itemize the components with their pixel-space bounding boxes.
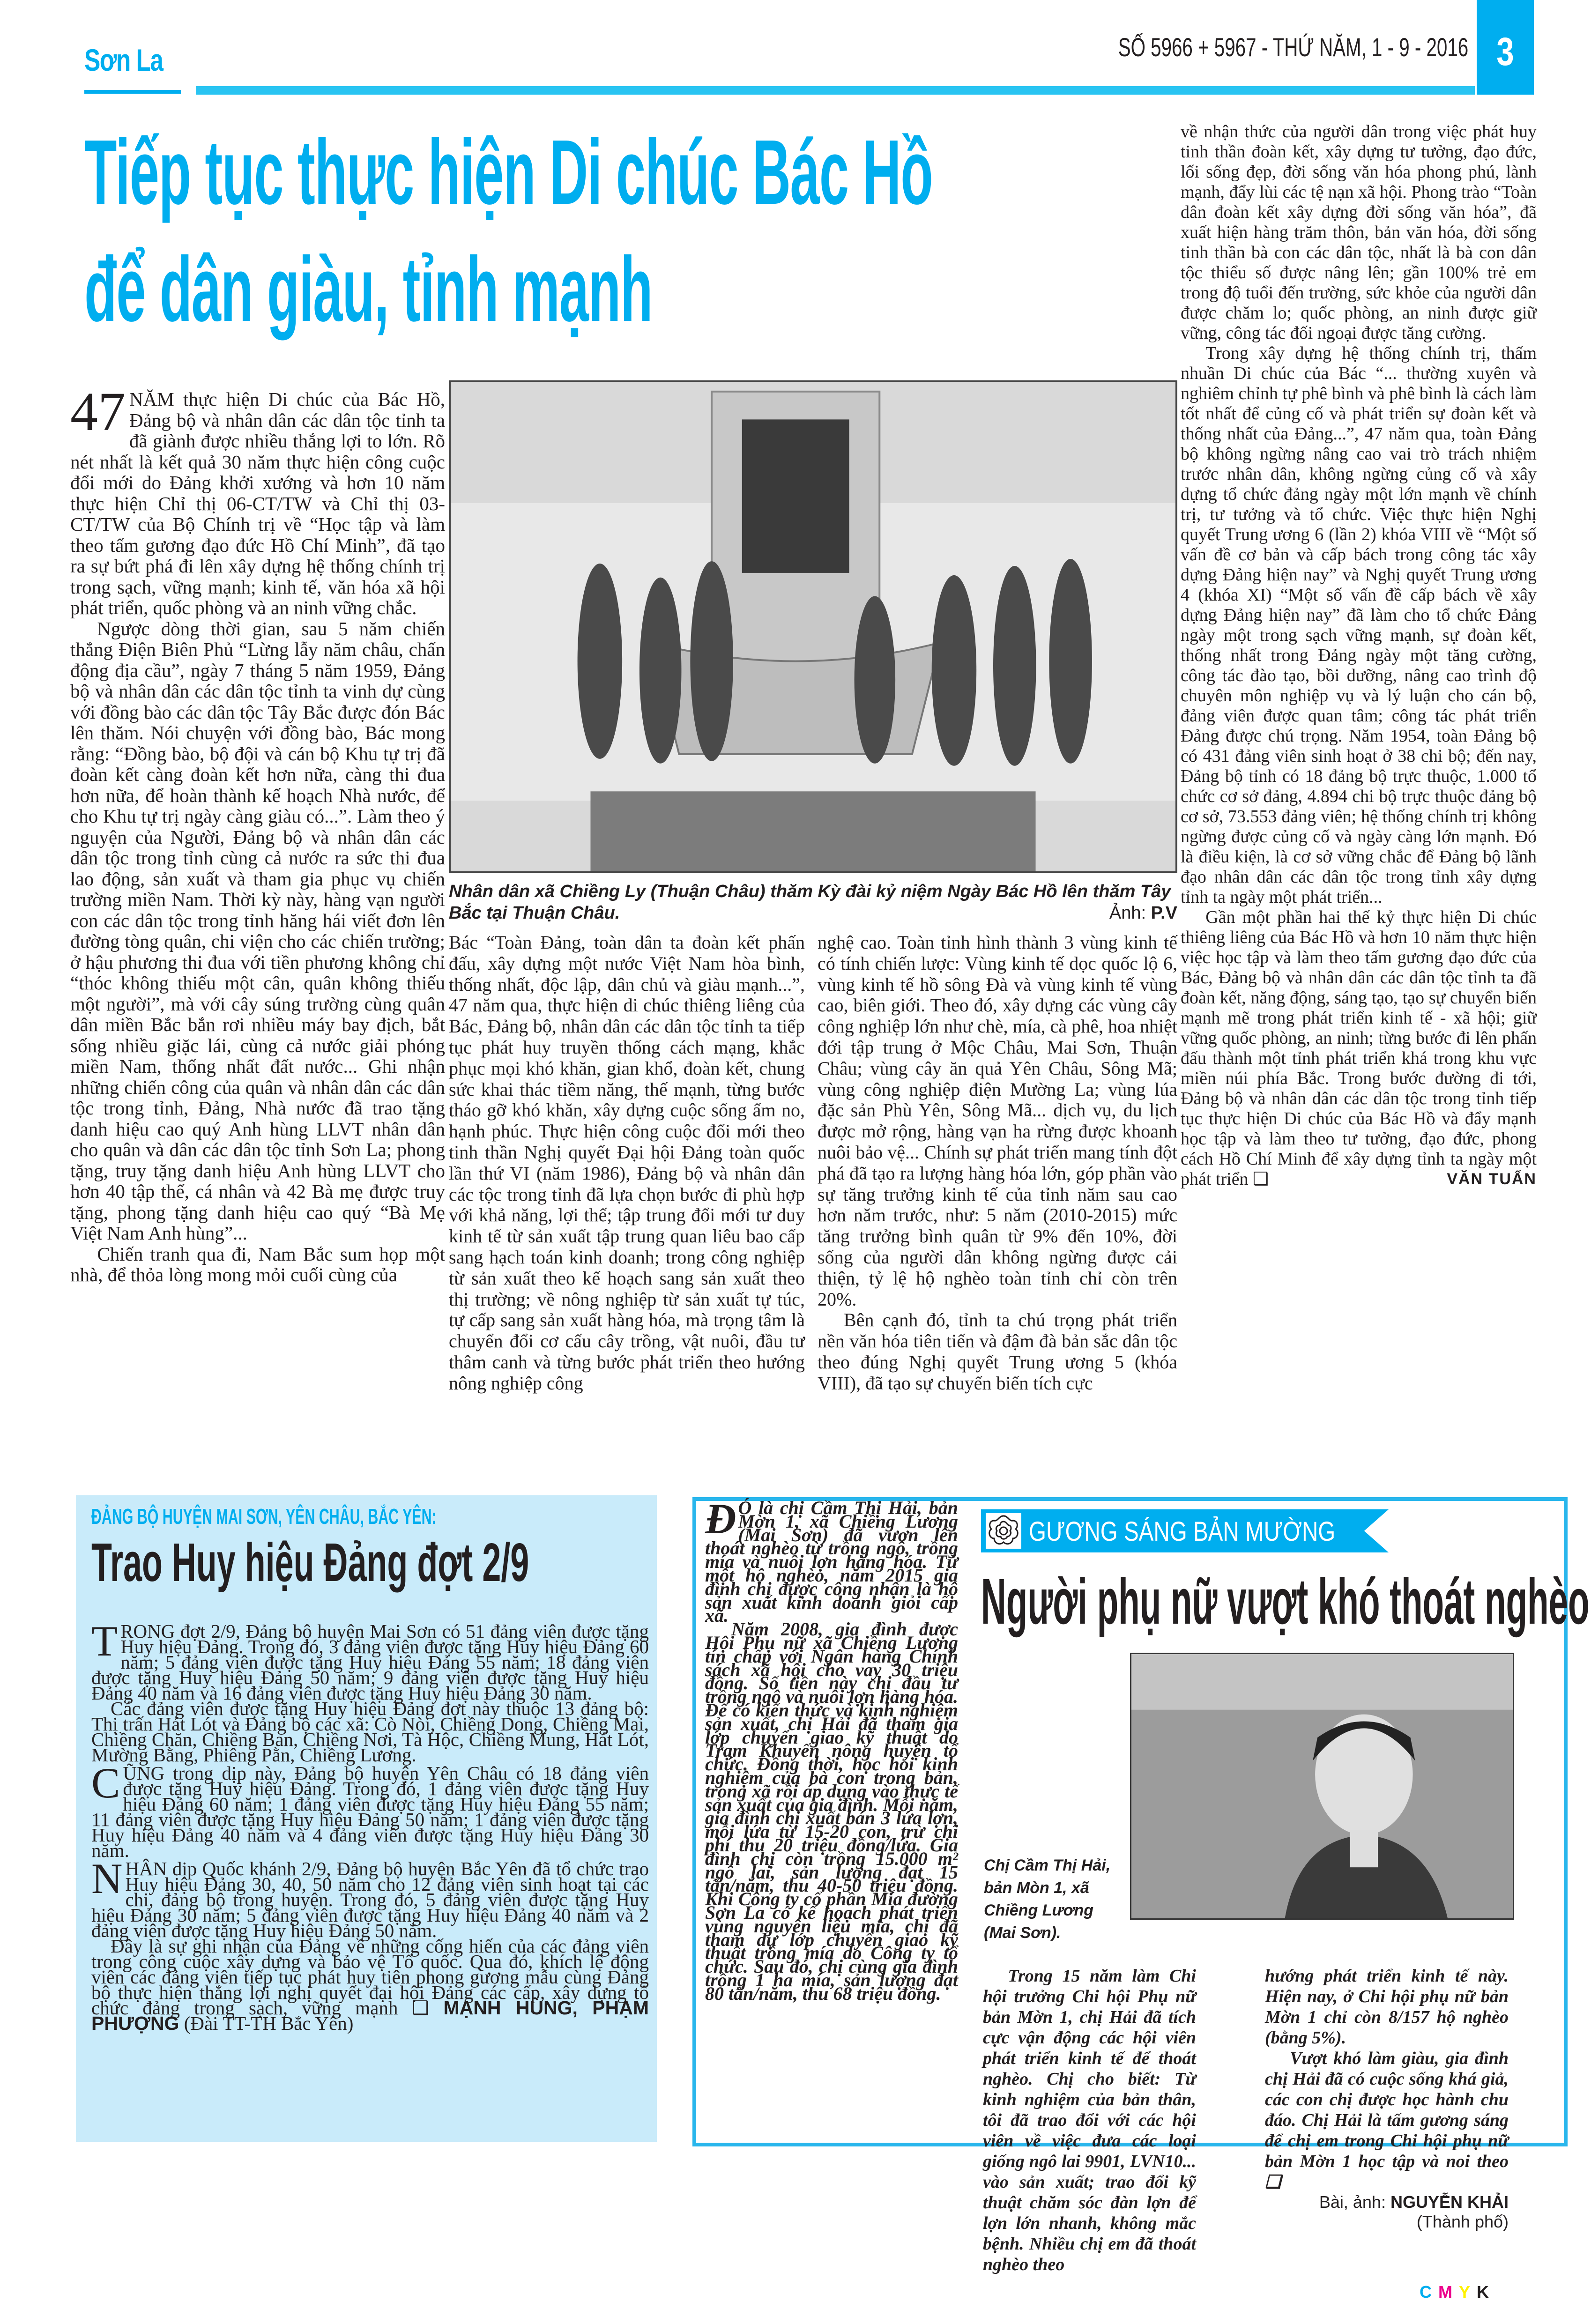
author-byline: Bài, ảnh: NGUYỄN KHẢI (Thành phố) xyxy=(1319,2192,1509,2231)
portrait-photo xyxy=(1130,1653,1514,1920)
drop-cap: T xyxy=(91,1617,118,1665)
main-headline-line-2: để dân giàu, tỉnh mạnh xyxy=(84,238,653,341)
paragraph: Trong 15 năm làm Chi hội trưởng Chi hội Phụ nữ bản Mờn 1, chị Hải đã tích cực vận động các hội viên phát triển kinh tế để thoát nghèo. Chị cho biết: Từ kinh nghiệm của bản thân, tôi đã trao đổi với các hội viên về việc đưa các loại giống ngô lai 9901, LVN10... vào sản xuất; trao đổi kỹ thuật chăm sóc đàn lợn để lợn lớn nhanh, không mắc bệnh. Nhiều chị em đã thoát nghèo theo xyxy=(983,1966,1196,2274)
magenta-mark: M xyxy=(1438,2282,1459,2302)
main-headline-line-1: Tiếp tục thực hiện Di chúc Bác Hồ xyxy=(84,121,933,223)
section-name: Sơn La xyxy=(84,43,163,77)
cyan-mark: C xyxy=(1420,2282,1438,2302)
paragraph: nghệ cao. Toàn tỉnh hình thành 3 vùng kinh tế có tính chiến lược: Vùng kinh tế dọc quốc lộ 6, vùng kinh tế hồ sông Đà và vùng kinh tế vùng cao, biên giới. Theo đó, xây dựng các vùng cây công nghiệp lớn như chè, mía, cà phê, hoa nhiệt đới tập trung ở Mộc Châu, Mai Sơn, Thuận Châu; vùng cây ăn quả Yên Châu, Sông Mã; vùng công nghiệp điện Mường La; vùng lúa đặc sản Phù Yên, Sông Mã... dịch vụ, du lịch được mở rộng, hàng vạn ha rừng được khoanh nuôi bảo vệ... Chính sự phát triển mang tính đột phá đã tạo ra lượng hàng hóa lớn, góp phần vào sự tăng trưởng kinh tế của tỉnh năm sau cao hơn năm trước, như: 5 năm (2010-2015) mức tăng trưởng bình quân từ 9% đến 10%, đời sống của người dân không ngừng được cải thiện, tỷ lệ hộ nghèo toàn tỉnh chỉ còn trên 20%. xyxy=(818,932,1177,1310)
paragraph: NHÂN dịp Quốc khánh 2/9, Đảng bộ huyện Bắc Yên đã tổ chức trao Huy hiệu Đảng 30, 40, 50 năm cho 12 đảng viên sinh hoạt tại các chi, đảng bộ trong huyện. Trong đó, 5 đảng viên được tặng Huy hiệu Đảng 30 năm; 5 đảng viên được tặng Huy hiệu Đảng 40 năm và 2 đảng viên được tặng Huy hiệu Đảng 50 năm. xyxy=(91,1855,649,1941)
paragraph: Chiến tranh qua đi, Nam Bắc sum họp một nhà, để thỏa lòng mong mỏi cuối cùng của xyxy=(70,1243,445,1285)
feature-article-column-2 xyxy=(1265,1966,1509,2232)
section-underline xyxy=(84,90,181,94)
paragraph: Bên cạnh đó, tỉnh ta chú trọng phát triển nền văn hóa tiên tiến và đậm đà bản sắc dân tộc theo đúng Nghị quyết Trung ương 5 (khóa VIII), đã tạo sự chuyển biến tích cực xyxy=(818,1309,1177,1394)
issue-info: SỐ 5966 + 5967 - THỨ NĂM, 1 - 9 - 2016 xyxy=(1118,32,1468,62)
main-article-column-1 xyxy=(70,381,445,1285)
paragraph: hướng phát triển kinh tế này. Hiện nay, ở Chi hội phụ nữ bản Mờn 1 chỉ còn 8/157 hộ nghèo (bằng 5%). xyxy=(1265,1966,1509,2048)
paragraph: Gần một phần hai thế kỷ thực hiện Di chúc thiêng liêng của Bác Hồ và hơn 10 năm thực hiện việc học tập và làm theo tấm gương đạo đức của Bác, Đảng bộ và nhân dân các dân tộc tỉnh ta đã đoàn kết, năng động, sáng tạo, tạo sự chuyển biến mạnh mẽ trong phát triển kinh tế - xã hội; giữ vững quốc phòng, an ninh; từng bước đi lên phấn đấu thành một tỉnh phát triển khá trong khu vực miền núi phía Bắc. Trong bước đường đi tới, Đảng bộ và nhân dân các dân tộc trong tỉnh tiếp tục thực hiện Di chúc của Bác Hồ và đẩy mạnh học tập và làm theo tư tưởng, đạo đức, phong cách Hồ Chí Minh để xây dựng tỉnh ta ngày một phát triển ❑ VĂN TUẤN xyxy=(1181,907,1537,1189)
portrait-photo-image xyxy=(1131,1654,1513,1918)
paragraph: TRONG đợt 2/9, Đảng bộ huyện Mai Sơn có 51 đảng viên được tặng Huy hiệu Đảng. Trong đó, 3 đảng viên được tặng Huy hiệu Đảng 60 năm; 5 đảng viên được tặng Huy hiệu Đảng 55 năm; 18 đảng viên được tặng Huy hiệu Đảng 50 năm; 9 đảng viên được tặng Huy hiệu Đảng 40 năm và 16 đảng viên được tặng Huy hiệu Đảng 30 năm. xyxy=(91,1617,649,1704)
photo-caption xyxy=(449,881,1177,924)
page-number: 3 xyxy=(1496,30,1514,74)
author-org: (Đài TT-TH Bắc Yên) xyxy=(184,2012,354,2034)
section-banner-label: GƯƠNG SÁNG BẢN MƯỜNG xyxy=(1029,1516,1336,1547)
feature-article-column-1 xyxy=(983,1966,1196,2275)
photo-credit: Ảnh: P.V xyxy=(1109,903,1177,923)
drop-cap: 47 xyxy=(70,381,126,442)
paragraph: Đ Ó là chị Cầm Thị Hải, bản Mờn 1, xã Chiềng Lương (Mai Sơn) đã vươn lên thoát nghèo từ trồng ngô, trồng mía và nuôi lợn hàng hóa. Từ một hộ nghèo, năm 2015 gia đình chị được công nhận là hộ sản xuất kinh doanh giỏi cấp xã. xyxy=(705,1495,958,1626)
main-article-column-2 xyxy=(449,932,805,1394)
caption-text: Nhân dân xã Chiềng Ly (Thuận Châu) thăm Kỳ đài kỷ niệm Ngày Bác Hồ lên thăm Tây Bắc tại Thuận Châu. xyxy=(449,882,1171,923)
paragraph: Vượt khó làm giàu, gia đình chị Hải đã có cuộc sống khá giả, các con chị được học hành chu đáo. Chị Hải là tấm gương sáng để chị em trong Chi hội phụ nữ bản Mờn 1 học tập và noi theo ❑ xyxy=(1265,2049,1509,2192)
memorial-photo xyxy=(449,380,1177,873)
memorial-photo-image xyxy=(451,382,1175,871)
black-mark: K xyxy=(1477,2282,1496,2302)
paragraph: Đây là sự ghi nhận của Đảng về những cống hiến của các đảng viên trong công cuộc xây dựng và bảo vệ Tổ quốc. Qua đó, khích lệ động viên các đảng viên tiếp tục phát huy tiên phong gương mẫu cùng Đảng bộ thực hiện thắng lợi nghị quyết đại hội Đảng các cấp, xây dựng tổ chức đảng trong sạch, vững mạnh ❑ MẠNH HÙNG, PHẠM PHƯỢNG (Đài TT-TH Bắc Yên) xyxy=(91,1935,649,2034)
paragraph: 47 NĂM thực hiện Di chúc của Bác Hồ, Đảng bộ và nhân dân các dân tộc tỉnh ta đã giành được nhiều thắng lợi to lớn. Rõ nét nhất là kết quả 30 năm thực hiện công cuộc đổi mới do Đảng khởi xướng và hơn 10 năm thực hiện Chỉ thị 06-CT/TW và Chỉ thị 03-CT/TW của Bộ Chính trị về “Học tập và làm theo tấm gương đạo đức Hồ Chí Minh”, đã tạo ra sự bứt phá đi lên xây dựng hệ thống chính trị trong sạch, vững mạnh; kinh tế, văn hóa xã hội phát triển, quốc phòng và an ninh vững chắc. xyxy=(70,381,445,618)
header-rule xyxy=(196,86,1475,95)
badge-article-kicker: ĐẢNG BỘ HUYỆN MAI SƠN, YÊN CHÂU, BẮC YÊN: xyxy=(91,1504,437,1529)
badge-article-title: Trao Huy hiệu Đảng đợt 2/9 xyxy=(91,1532,529,1593)
author-byline: MẠNH HÙNG, PHẠM PHƯỢNG xyxy=(91,1997,649,2034)
paragraph: Các đảng viên được tặng Huy hiệu Đảng đợt này thuộc 13 đảng bộ: Thị trấn Hát Lót và Đảng bộ các xã: Cò Nòi, Chiềng Dong, Chiềng Mai, Chiềng Chăn, Chiềng Ban, Chiềng Nơi, Tà Hộc, Chiềng Mung, Hát Lót, Mường Bằng, Phiêng Pằn, Chiềng Lương. xyxy=(91,1698,649,1766)
author-byline: VĂN TUẤN xyxy=(1447,1170,1537,1188)
paragraph: Trong xây dựng hệ thống chính trị, thấm nhuần Di chúc của Bác “... thường xuyên và nghiêm chỉnh tự phê bình và phê bình là cách làm tốt nhất để củng cố và phát triển sự đoàn kết và thống nhất của Đảng...”, 47 năm qua, toàn Đảng bộ không ngừng nâng cao vai trò trách nhiệm trước nhân dân, không ngừng củng cố và xây dựng tổ chức đảng ngày một lớn mạnh về chính trị, tư tưởng và tổ chức. Việc thực hiện Nghị quyết Trung ương 6 (lần 2) khóa VIII về “Một số vấn đề cơ bản và cấp bách trong công tác xây dựng Đảng hiện nay” và Nghị quyết Trung ương 4 (khóa XI) “Một số vấn đề cấp bách về xây dựng Đảng hiện nay” đã làm cho tổ chức Đảng ngày một trong sạch vững mạnh, sự đoàn kết, thống nhất trong Đảng ngày một tăng cường, công tác đào tạo, bồi dưỡng, nâng cao trình độ chuyên môn nghiệp vụ và lý luận cho cán bộ, đảng viên được quan tâm; công tác phát triển Đảng được chú trọng. Năm 1954, toàn Đảng bộ có 431 đảng viên sinh hoạt ở 38 chi bộ; đến nay, Đảng bộ tỉnh có 18 đảng bộ trực thuộc, 1.000 tổ chức cơ sở đảng, 4.894 chi bộ trực thuộc đảng bộ cơ sở, 73.553 đảng viên; hệ thống chính trị không ngừng được củng cố và ngày càng lớn mạnh. Đó là điều kiện, là cơ sở vững chắc để Đảng bộ lãnh đạo nhân dân các dân tộc trong tỉnh xây dựng tỉnh ta ngày một phát triển... xyxy=(1181,343,1537,907)
main-article-column-3 xyxy=(818,932,1177,1394)
paragraph: Ngược dòng thời gian, sau 5 năm chiến thắng Điện Biên Phủ “Lừng lẫy năm châu, chấn động địa cầu”, ngày 7 tháng 5 năm 1959, Đảng bộ và nhân dân các dân tộc tỉnh ta vinh dự cùng với đồng bào các dân tộc Tây Bắc được đón Bác lên thăm. Nói chuyện với đồng bào, Bác mong rằng: “Đồng bào, bộ đội và cán bộ Khu tự trị đã đoàn kết càng đoàn kết hơn nữa, càng thi đua hơn nữa, để hoàn thành kế hoạch Nhà nước, để cho Khu tự trị ngày càng giàu có...”. Làm theo ý nguyện của Người, Đảng bộ và nhân dân các dân tộc trong tỉnh cùng cả nước ra sức thi đua lao động, sản xuất và tham gia phục vụ chiến trường miền Nam. Thời kỳ này, hàng vạn người con các dân tộc trong tỉnh hăng hái viết đơn lên đường tòng quân, chi viện cho các chiến trường; ở hậu phương thi đua với tiền phương không chỉ “thóc không thiếu một cân, quân không thiếu một người”, mà với cây súng trường cùng quân dân miền Bắc bắn rơi nhiều máy bay địch, bắt sống nhiều giặc lái, cùng cả nước giải phóng miền Nam, thống nhất đất nước... Ghi nhận những chiến công của quân và nhân dân các dân tộc trong tỉnh, Đảng, Nhà nước đã trao tặng danh hiệu cao quý Anh hùng LLVT nhân dân cho quân và dân các dân tộc tỉnh Sơn La; phong tặng, truy tặng danh hiệu Anh hùng LLVT cho hơn 40 tập thể, cá nhân và 42 Bà mẹ được truy tặng, phong tặng danh hiệu cao quý “Bà Mẹ Việt Nam Anh hùng”... xyxy=(70,617,445,1244)
drop-cap: N xyxy=(91,1855,123,1902)
yellow-mark: Y xyxy=(1459,2282,1477,2302)
paragraph: Bác “Toàn Đảng, toàn dân ta đoàn kết phấn đấu, xây dựng một nước Việt Nam hòa bình, thống nhất, độc lập, dân chủ và giàu mạnh...”, 47 năm qua, thực hiện di chúc thiêng liêng của Bác, Đảng bộ, nhân dân các dân tộc tỉnh ta tiếp tục phát huy truyền thống cách mạng, khắc phục mọi khó khăn, gian khổ, đoàn kết, chung sức khai thác tiềm năng, thế mạnh, từng bước tháo gỡ khó khăn, xây dựng cuộc sống ấm no, hạnh phúc. Thực hiện công cuộc đổi mới theo tinh thần Nghị quyết Đại hội Đảng toàn quốc lần thứ VI (năm 1986), Đảng bộ và nhân dân các tộc trong tỉnh đã lựa chọn bước đi phù hợp với khả năng, lợi thế; tập trung đổi mới tư duy kinh tế từ sản xuất tập trung quan liêu bao cấp sang hạch toán kinh doanh; trong công nghiệp từ sản xuất theo kế hoạch sang sản xuất theo thị trường; về nông nghiệp từ sản xuất tự túc, tự cấp sang sản xuất hàng hóa, mà trọng tâm là chuyển đổi cơ cấu cây trồng, vật nuôi, đầu tư thâm canh và từng bước phát triển theo hướng nông nghiệp công xyxy=(449,932,805,1394)
drop-cap: C xyxy=(91,1759,120,1807)
feature-article-title: Người phụ nữ vượt khó thoát nghèo xyxy=(981,1566,1590,1638)
paragraph: về nhận thức của người dân trong việc phát huy tinh thần đoàn kết, xây dựng tư tưởng, đạo đức, lối sống đẹp, đời sống văn hóa phong phú, lành mạnh, đẩy lùi các tệ nạn xã hội. Phong trào “Toàn dân đoàn kết xây dựng đời sống văn hóa”, đã xuất hiện hàng trăm thôn, bản văn hóa, đời sống tinh thần bà con các dân tộc, nhất là bà con dân tộc thiểu số được nâng lên; gần 100% trẻ em trong độ tuổi đến trường, sức khỏe của người dân được chăm lo; quốc phòng, an ninh được giữ vững, công tác đối ngoại được tăng cường. xyxy=(1181,122,1537,343)
feature-article-lead xyxy=(705,1495,958,2004)
flower-icon xyxy=(986,1513,1021,1549)
main-article-column-4 xyxy=(1181,122,1537,1189)
paragraph: Năm 2008, gia đình được Hội Phụ nữ xã Chiềng Lương tín chấp với Ngân hàng Chính sách xã hội cho vay 30 triệu đồng. Số tiền này chị đầu tư trồng ngô và nuôi lợn hàng hóa. Để có kiến thức và kinh nghiệm sản xuất, chị Hải đã tham gia lớp chuyển giao kỹ thuật do Trạm Khuyến nông huyện tổ chức. Đồng thời, học hỏi kinh nghiệm của bà con trong bản, trong xã rồi áp dụng vào thực tế sản xuất của gia đình. Mỗi năm, gia đình chị xuất bán 3 lứa lợn, mỗi lứa từ 15-20 con, trừ chi phí thu 20 triệu đồng/lứa. Gia đình chị còn trồng 15.000 m² ngô lai, sản lượng đạt 15 tấn/năm, thu 40-50 triệu đồng. Khi Công ty cổ phần Mía đường Sơn La có kế hoạch phát triển vùng nguyên liệu mía, chị đã tham dự lớp chuyển giao kỹ thuật trồng mía do Công ty tổ chức. Sau đó, chị cùng gia đình trồng 1 ha mía, sản lượng đạt 80 tấn/năm, thu 68 triệu đồng. xyxy=(705,1619,958,2004)
paragraph: CŨNG trong dịp này, Đảng bộ huyện Yên Châu có 18 đảng viên được tặng Huy hiệu Đảng. Trong đó, 1 đảng viên được tặng Huy hiệu Đảng 60 năm; 1 đảng viên được tặng Huy hiệu Đảng 55 năm; 11 đảng viên được tặng Huy hiệu Đảng 50 năm; 1 đảng viên được tặng Huy hiệu Đảng 40 năm và 4 đảng viên được tặng Huy hiệu Đảng 30 năm. xyxy=(91,1759,649,1861)
drop-cap: Đ xyxy=(705,1495,736,1543)
portrait-caption: Chị Cầm Thị Hải, bản Mòn 1, xã Chiềng Lương (Mai Sơn). xyxy=(984,1856,1111,1942)
badge-article-body xyxy=(91,1617,649,2034)
cmyk-registration-marks xyxy=(1420,2282,1495,2302)
